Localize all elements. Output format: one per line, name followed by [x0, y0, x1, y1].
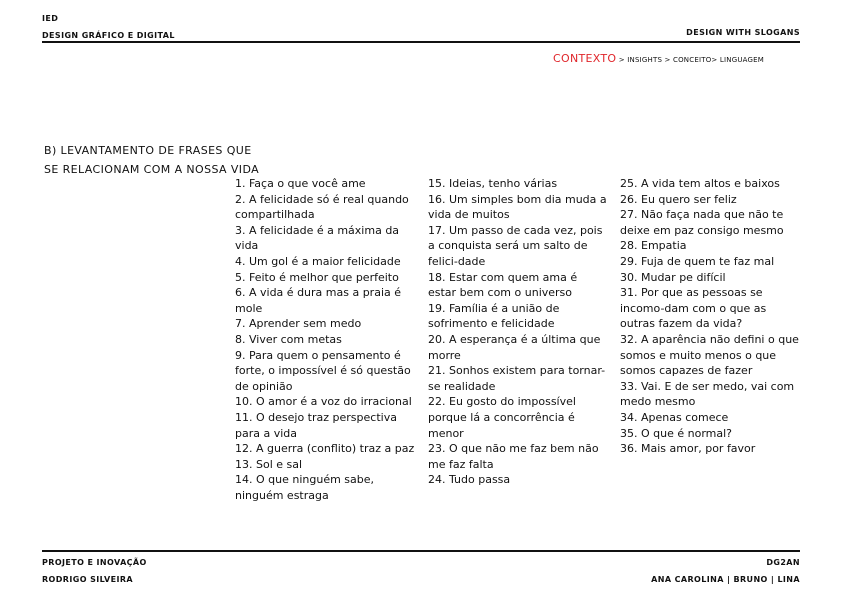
phrase-item: 33. Vai. E de ser medo, vai com medo mesmo — [620, 379, 795, 409]
phrase-item: 25. A vida tem altos e baixos — [620, 177, 780, 190]
phrase-item: 20. A esperança é a última que morre — [428, 332, 601, 362]
breadcrumb — [553, 50, 764, 67]
footer-authors: ANA CAROLINA | BRUNO | LINA — [651, 575, 800, 584]
phrase-item: 23. O que não me faz bem não me faz falta — [428, 442, 599, 471]
footer-professor: RODRIGO SILVEIRA — [42, 575, 134, 584]
phrase-item: 35. O que é normal? — [620, 426, 733, 440]
phrase-item: 6. A vida é dura mas a praia é mole — [235, 286, 402, 315]
phrase-item: 36. Mais amor, por favor — [620, 442, 756, 456]
phrase-item: 2. A felicidade só é real quando compartilhada — [235, 192, 409, 222]
phrase-item: 3. A felicidade é a máxima da vida — [235, 223, 400, 253]
phrase-item: 16. Um simples bom dia muda a vida de muitos — [428, 192, 607, 222]
phrase-item: 22. Eu gosto do impossível porque lá a concorrência é menor — [428, 395, 576, 440]
phrase-item: 28. Empatia — [620, 239, 687, 253]
phrase-item: 5. Feito é melhor que perfeito — [235, 270, 399, 284]
footer-class-code: DG2AN — [766, 558, 800, 567]
phrase-column-3 — [620, 176, 800, 457]
phrase-item: 12. A guerra (conflito) traz a paz — [235, 442, 415, 456]
phrase-item: 7. Aprender sem medo — [235, 317, 362, 331]
phrase-item: 18. Estar com quem ama é estar bem com o universo — [428, 270, 578, 300]
footer-rule — [42, 550, 800, 552]
phrase-item: 27. Não faça nada que não te deixe em paz consigo mesmo — [620, 208, 784, 237]
course-label: DESIGN GRÁFICO E DIGITAL — [42, 31, 175, 40]
section-title-line-1: B) LEVANTAMENTO DE FRASES QUE — [44, 144, 252, 157]
phrase-item: 11. O desejo traz perspectiva para a vida — [235, 410, 397, 440]
phrase-item: 34. Apenas comece — [620, 410, 729, 424]
phrase-item: 9. Para quem o pensamento é forte, o impossível é só questão de opinião — [235, 348, 411, 393]
project-title: DESIGN WITH SLOGANS — [686, 28, 800, 37]
school-label: IED — [42, 14, 59, 23]
phrase-column-2 — [428, 176, 608, 488]
phrase-item: 13. Sol e sal — [235, 457, 303, 471]
phrase-item: 29. Fuja de quem te faz mal — [620, 254, 775, 268]
phrase-item: 26. Eu quero ser feliz — [620, 192, 737, 206]
phrase-item: 24. Tudo passa — [428, 473, 511, 487]
phrase-item: 14. O que ninguém sabe, ninguém estraga — [235, 473, 375, 502]
phrase-item: 30. Mudar pe difícil — [620, 270, 726, 284]
header-rule — [42, 41, 800, 43]
phrase-item: 4. Um gol é a maior felicidade — [235, 254, 401, 268]
footer-course-name: PROJETO E INOVAÇÃO — [42, 558, 147, 567]
breadcrumb-current: CONTEXTO — [553, 52, 617, 65]
phrase-item: 17. Um passo de cada vez, pois a conquista será um salto de felici-dade — [428, 223, 603, 268]
phrase-item: 8. Viver com metas — [235, 332, 342, 346]
phrase-column-1 — [235, 176, 420, 503]
phrase-item: 1. Faça o que você ame — [235, 177, 366, 190]
section-title-line-2: SE RELACIONAM COM A NOSSA VIDA — [44, 163, 260, 176]
phrase-item: 19. Família é a união de sofrimento e felicidade — [428, 301, 560, 331]
phrase-item: 10. O amor é a voz do irracional — [235, 395, 412, 409]
phrase-item: 32. A aparência não defini o que somos e muito menos o que somos capazes de fazer — [620, 332, 799, 378]
breadcrumb-rest: > INSIGHTS > CONCEITO> LINGUAGEM — [616, 56, 764, 64]
phrase-item: 15. Ideias, tenho várias — [428, 177, 558, 190]
section-title — [44, 141, 260, 179]
phrase-item: 21. Sonhos existem para tornar-se realidade — [428, 364, 606, 393]
phrase-item: 31. Por que as pessoas se incomo-dam com o que as outras fazem da vida? — [620, 286, 767, 331]
